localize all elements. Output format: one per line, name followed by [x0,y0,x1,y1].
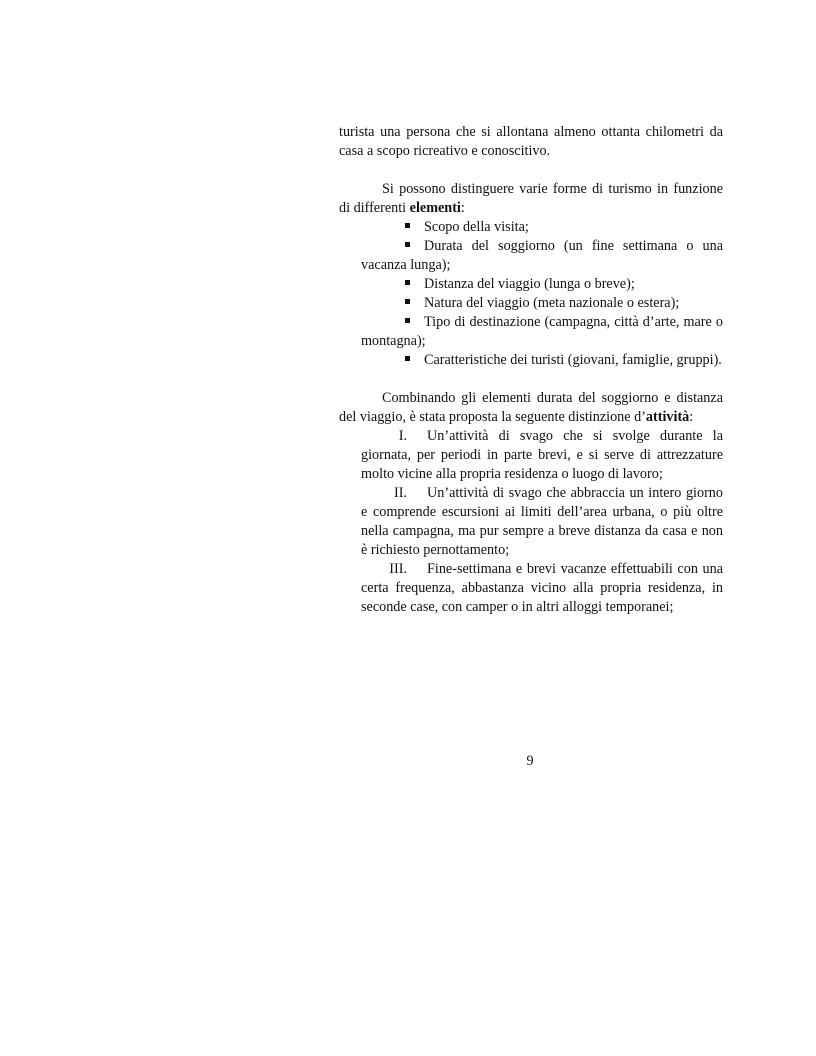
list-item-text: Tipo di destinazione (campagna, città d’arte, mare o montagna); [361,314,723,349]
list-item-text: Un’attività di svago che si svolge durante la giornata, per periodi in parte brevi, e si serve di attrezzature molto vicine alla propria residenza o luogo di lavoro; [361,428,723,482]
list-item-text: Distanza del viaggio (lunga o breve); [424,276,635,292]
square-bullet-icon [405,223,410,228]
numeral-label: I. [398,428,407,444]
list-item [361,351,723,370]
forme-paragraph [339,180,723,218]
list-item [361,294,723,313]
square-bullet-icon [405,356,410,361]
page-number: 9 [526,753,534,769]
list-item [361,484,723,560]
list-item-text: Natura del viaggio (meta nazionale o estera); [424,295,680,311]
paragraph-gap [339,161,723,180]
list-item [361,237,723,275]
list-item [361,313,723,351]
square-bullet-icon [405,280,410,285]
text-column [339,123,723,617]
list-item-text: Durata del soggiorno (un fine settimana o una vacanza lunga); [361,238,723,273]
intro-paragraph: turista una persona che si allontana almeno ottanta chilometri da casa a scopo ricreativo e conoscitivo. [339,124,723,159]
elementi-list [339,218,723,370]
paragraph-gap [339,370,723,389]
list-item-text: Un’attività di svago che abbraccia un intero giorno e comprende escursioni ai limiti dell’area urbana, o più oltre nella campagna, ma pur sempre a breve distanza da casa e non è richiesto pernottamento; [361,485,723,558]
attivita-text: Combinando gli elementi durata del soggiorno e distanza del viaggio, è stata proposta la seguente distinzione d’ [339,390,723,425]
list-item [361,275,723,294]
square-bullet-icon [405,299,410,304]
attivita-colon: : [689,409,694,425]
list-item-text: Caratteristiche dei turisti (giovani, famiglie, gruppi). [424,352,722,368]
attivita-list [339,427,723,617]
list-item-text: Fine-settimana e brevi vacanze effettuabili con una certa frequenza, abbastanza vicino alla propria residenza, in seconde case, con camper o in altri alloggi temporanei; [361,561,723,615]
forme-text: Si possono distinguere varie forme di turismo in funzione di differenti [339,181,723,216]
square-bullet-icon [405,242,410,247]
list-item [361,560,723,617]
numeral-label: III. [389,561,407,577]
forme-colon: : [460,200,465,216]
numeral-label: II. [394,485,407,501]
list-item [361,218,723,237]
square-bullet-icon [405,318,410,323]
attivita-bold-term: attività [645,409,690,425]
attivita-paragraph [339,389,723,427]
list-item [361,427,723,484]
list-item-text: Scopo della visita; [424,219,529,235]
elementi-bold-term: elementi [409,200,461,216]
